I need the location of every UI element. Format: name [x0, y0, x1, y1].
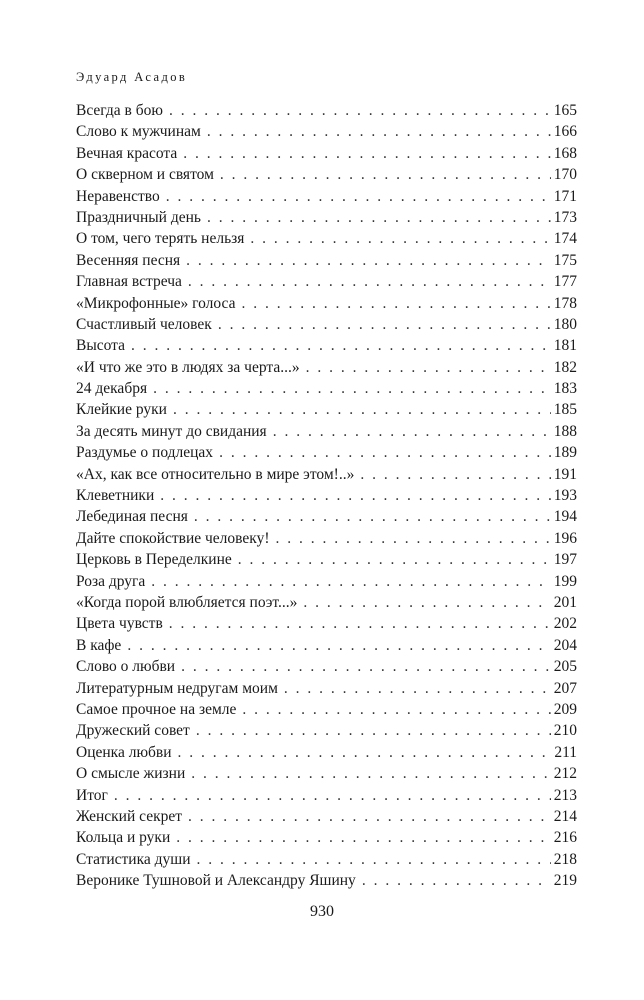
toc-entry[interactable]	[76, 230, 577, 251]
toc-entry-title: Самое прочное на земле	[76, 700, 237, 718]
dot-leader	[197, 851, 551, 869]
toc-entry-title: Слово о любви	[76, 658, 176, 676]
toc-entry-title: Лебединая песня	[76, 508, 188, 526]
dot-leader	[242, 701, 550, 719]
toc-entry-page: 183	[553, 380, 577, 398]
toc-entry-title: Счастливый человек	[76, 315, 212, 333]
toc-entry-page: 214	[553, 807, 577, 825]
toc-entry-title: Итог	[76, 786, 108, 804]
toc-entry-title: Праздничный день	[76, 208, 201, 226]
dot-leader	[178, 744, 552, 762]
toc-entry-page: 211	[554, 743, 577, 761]
dot-leader	[360, 466, 550, 484]
toc-entry[interactable]	[76, 765, 577, 786]
toc-entry-page: 191	[553, 465, 577, 483]
toc-entry[interactable]	[76, 102, 577, 123]
toc-entry-title: Женский секрет	[76, 807, 183, 825]
toc-entry-page: 210	[553, 722, 577, 740]
toc-entry-page: 199	[553, 572, 577, 590]
toc-entry-page: 207	[553, 679, 577, 697]
toc-entry[interactable]	[76, 359, 577, 380]
toc-entry-title: Вечная красота	[76, 144, 178, 162]
toc-entry-title: «Микрофонные» голоса	[76, 294, 236, 312]
toc-entry-page: 193	[553, 487, 577, 505]
toc-entry-page: 202	[553, 615, 577, 633]
dot-leader	[181, 658, 551, 676]
toc-entry-page: 196	[553, 529, 577, 547]
toc-entry-title: Всегда в бою	[76, 102, 163, 119]
toc-entry[interactable]	[76, 166, 577, 187]
toc-entry-page: 175	[553, 251, 577, 269]
toc-entry-title: Церковь в Переделкине	[76, 551, 232, 569]
dot-leader	[250, 230, 550, 248]
toc-entry-page: 177	[553, 273, 577, 291]
dot-leader	[276, 530, 551, 548]
toc-entry[interactable]	[76, 787, 577, 808]
page-number: 930	[310, 903, 334, 920]
dot-leader	[219, 444, 551, 462]
toc-entry-title: Дружеский совет	[76, 722, 190, 740]
toc-entry-page: 216	[553, 829, 577, 847]
toc-entry-page: 219	[553, 872, 577, 890]
toc-entry-title: Слово к мужчинам	[76, 123, 201, 141]
toc-entry[interactable]	[76, 851, 577, 872]
dot-leader	[127, 637, 550, 655]
dot-leader	[191, 765, 550, 783]
toc-entry[interactable]	[76, 466, 577, 487]
toc-entry[interactable]	[76, 829, 577, 850]
toc-entry[interactable]	[76, 295, 577, 316]
toc-entry[interactable]	[76, 337, 577, 358]
toc-entry[interactable]	[76, 573, 577, 594]
toc-entry[interactable]	[76, 123, 577, 144]
dot-leader	[194, 508, 551, 526]
toc-entry-page: 168	[553, 144, 577, 162]
dot-leader	[153, 380, 551, 398]
toc-entry-page: 171	[553, 187, 577, 205]
toc-entry[interactable]	[76, 530, 577, 551]
toc-entry[interactable]	[76, 423, 577, 444]
toc-entry[interactable]	[76, 508, 577, 529]
dot-leader	[207, 123, 551, 141]
dot-leader	[166, 188, 551, 206]
dot-leader	[188, 273, 551, 291]
toc-entry-title: «Когда порой влюбляется поэт...»	[76, 593, 298, 611]
dot-leader	[183, 145, 551, 163]
toc-entry-title: Веронике Тушновой и Александру Яшину	[76, 872, 356, 890]
toc-entry[interactable]	[76, 444, 577, 465]
toc-entry[interactable]	[76, 316, 577, 337]
dot-leader	[284, 680, 551, 698]
toc-entry-title: Дайте спокойствие человеку!	[76, 529, 270, 547]
toc-entry-title: Клейкие руки	[76, 401, 167, 419]
dot-leader	[238, 551, 551, 569]
toc-entry-title: Роза друга	[76, 572, 146, 590]
running-head: Эдуард Асадов	[76, 70, 188, 84]
toc-entry[interactable]	[76, 273, 577, 294]
dot-leader	[306, 359, 551, 377]
dot-leader	[176, 829, 550, 847]
toc-entry-title: Весенняя песня	[76, 251, 181, 269]
dot-leader	[188, 808, 551, 826]
toc-entry-title: «И что же это в людях за черта...»	[76, 358, 300, 376]
dot-leader	[362, 872, 551, 890]
toc-entry-title: О смысле жизни	[76, 765, 186, 783]
dot-leader	[169, 615, 551, 633]
dot-leader	[151, 573, 550, 591]
dot-leader	[196, 722, 551, 740]
toc-entry-page: 180	[553, 315, 577, 333]
toc-entry[interactable]	[76, 637, 577, 658]
dot-leader	[218, 316, 551, 334]
toc-entry[interactable]	[76, 594, 577, 615]
toc-entry-page: 188	[553, 422, 577, 440]
toc-entry[interactable]	[76, 209, 577, 230]
toc-entry[interactable]	[76, 401, 577, 422]
dot-leader	[131, 337, 551, 355]
toc-entry[interactable]	[76, 701, 577, 722]
toc-entry-page: 166	[553, 123, 577, 141]
toc-entry[interactable]	[76, 145, 577, 166]
dot-leader	[273, 423, 551, 441]
toc-entry-title: Оценка любви	[76, 743, 172, 761]
dot-leader	[160, 487, 551, 505]
toc-entry[interactable]	[76, 252, 577, 273]
toc-entry-page: 181	[553, 337, 577, 355]
toc-entry-title: Раздумье о подлецах	[76, 444, 214, 462]
toc-entry-page: 212	[553, 765, 577, 783]
toc-entry-page: 182	[553, 358, 577, 376]
toc-entry-page: 218	[553, 850, 577, 868]
dot-leader	[169, 102, 551, 120]
dot-leader	[220, 166, 551, 184]
toc-entry-title: Литературным недругам моим	[76, 679, 278, 697]
toc-entry-page: 173	[553, 208, 577, 226]
toc-entry-page: 194	[553, 508, 577, 526]
toc-entry-page: 213	[553, 786, 577, 804]
dot-leader	[242, 295, 551, 313]
toc-entry-page: 170	[553, 166, 577, 184]
toc-entry-title: 24 декабря	[76, 380, 148, 398]
toc-entry[interactable]	[76, 188, 577, 209]
toc-entry-title: О том, чего терять нельзя	[76, 230, 245, 248]
toc-entry[interactable]	[76, 722, 577, 743]
toc-entry-title: Статистика души	[76, 850, 191, 868]
toc-entry[interactable]	[76, 615, 577, 636]
toc-entry-page: 165	[553, 102, 577, 119]
toc-entry[interactable]	[76, 551, 577, 572]
toc-entry-page: 174	[553, 230, 577, 248]
toc-entry-page: 185	[553, 401, 577, 419]
toc-entry-page: 209	[553, 700, 577, 718]
toc-entry-page: 205	[553, 658, 577, 676]
toc-entry-title: Неравенство	[76, 187, 160, 205]
toc-entry[interactable]	[76, 380, 577, 401]
dot-leader	[186, 252, 551, 270]
toc-entry[interactable]	[76, 744, 577, 765]
toc-entry-title: О скверном и святом	[76, 166, 214, 184]
dot-leader	[303, 594, 550, 612]
toc-entry[interactable]	[76, 808, 577, 829]
toc-entry-page: 197	[553, 551, 577, 569]
toc-entry-page: 178	[553, 294, 577, 312]
toc-entry-page: 201	[553, 593, 577, 611]
toc-entry-page: 204	[553, 636, 577, 654]
toc-entry-title: Высота	[76, 337, 126, 355]
toc-entry-title: Цвета чувств	[76, 615, 163, 633]
toc-entry-title: За десять минут до свидания	[76, 422, 267, 440]
dot-leader	[173, 401, 551, 419]
toc-entry[interactable]	[76, 680, 577, 701]
toc-entry[interactable]	[76, 658, 577, 679]
toc-entry-title: Кольца и руки	[76, 829, 171, 847]
toc-entry-title: Главная встреча	[76, 273, 182, 291]
toc-entry-page: 189	[553, 444, 577, 462]
toc-entry-title: Клеветники	[76, 487, 155, 505]
table-of-contents	[76, 102, 577, 893]
toc-entry[interactable]	[76, 487, 577, 508]
toc-entry[interactable]	[76, 872, 577, 893]
toc-entry-title: «Ах, как все относительно в мире этом!..»	[76, 465, 355, 483]
toc-entry-title: В кафе	[76, 636, 122, 654]
dot-leader	[207, 209, 551, 227]
dot-leader	[114, 787, 551, 805]
